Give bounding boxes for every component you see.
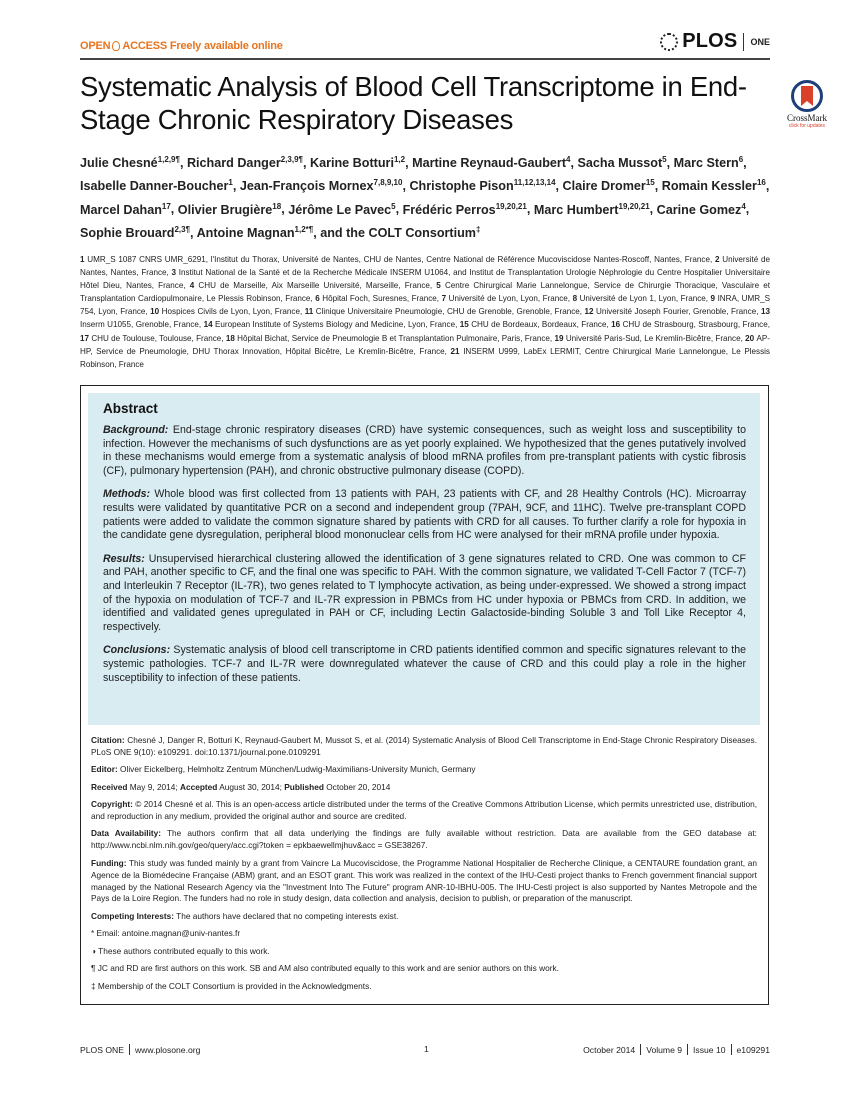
affiliation: 18 Hôpital Bichat, Service de Pneumologie B et Transplantation Pulmonaire, Paris, France, (225, 333, 555, 343)
affiliation: 19 Université Paris-Sud, Le Kremlin-Bicêtre, France, (554, 333, 746, 343)
affiliation: 3 Institut National de la Santé et de la Recherche Médicale INSERM U1064, and Institut de Transplantation Urologie Néphrologie du Centre Hospitalier Universitaire Hôtel Dieu, Nantes, France, (80, 268, 770, 291)
affiliation: 9 INRA, UMR_S 754, Lyon, France, (80, 294, 770, 317)
logo-divider (743, 33, 744, 51)
author-affiliation-marks: 19,20,21 (495, 201, 527, 211)
author-affiliation-marks: 15 (645, 178, 655, 188)
author: Olivier Brugière$^{18}$ (177, 201, 282, 217)
author: Frédéric Perros$^{19,20,21}$ (402, 201, 527, 217)
author-affiliation-marks: 2,3,9¶ (280, 155, 303, 164)
author-affiliation-marks: 16 (756, 178, 766, 188)
abstract-frame (80, 385, 769, 1005)
author: Marc Stern$^6$ (673, 155, 744, 171)
author: Jean-François Mornex$^{7,8,9,10}$ (239, 178, 403, 194)
affiliation: 16 CHU de Strasbourg, Strasbourg, France, (611, 320, 770, 330)
open-lock-icon (112, 41, 120, 51)
crossmark-icon (791, 80, 823, 112)
affiliation: 14 European Institute of Systems Biology and Medicine, Lyon, France, (203, 320, 460, 330)
author: Sacha Mussot$^5$ (577, 155, 667, 171)
dates: Received May 9, 2014; Accepted August 30, 2014; Published October 20, 2014 (91, 781, 391, 792)
author-affiliation-marks: 11,12,13,14 (513, 178, 556, 188)
abstract-methods: Methods: Whole blood was first collected from 13 patients with PAH, 23 patients with CF, and 28 Healthy Controls (HC). Microarray results were validated by quantitative PCR on a second and independent group (7PAH, 9CF, and 11HC). Twelve pre-transplant COPD patients were added to validate the common signature shared by patients with CRD for all causes. To further clarify a role for hypoxia in the candidate gene dysregulation, peripheral blood mononuclear cells from HC were analysed for their mRNA profile under hypoxia. (103, 488, 746, 542)
article-metadata (91, 735, 757, 998)
author: Sophie Brouard$^{2,3\P}$ (80, 224, 191, 240)
data-availability: Data Availability: The authors confirm that all data underlying the findings are fully available without restriction. Data are available from the GEO database at: http://www.ncbi.nlm.nih.gov/geo/query/acc.cgi?token = epkbaewellmjhuv&acc = GSE38267. (91, 828, 757, 851)
author-affiliation-marks: 7,8,9,10 (373, 178, 403, 188)
author: Romain Kessler$^{16}$ (661, 178, 766, 194)
affiliation: 5 Centre Chirurgical Marie Lannelongue, Service de Chirurgie Thoracique, Vasculaire et Transplantation Cardiopulmonaire, Le Plessis Robinson, France, (80, 281, 770, 304)
competing-interests: Competing Interests: The authors have declared that no competing interests exist. (91, 910, 399, 921)
editor: Editor: Oliver Eickelberg, Helmholtz Zentrum München/Ludwig-Maximilians-University Munich, Germany (91, 764, 476, 775)
author: Antoine Magnan$^{1,2*\P}$ (196, 224, 314, 240)
abstract-conclusions: Conclusions: Systematic analysis of blood cell transcriptome in CRD patients identified common and specific signatures relevant to the systemic pathologies. TCF-7 and IL-7R were downregulated whatever the cause of CRD and this could play a role in the higher susceptibility to infection of these patients. (103, 644, 746, 684)
author-affiliation-marks: 1,2,9¶ (157, 155, 180, 164)
affiliation: 15 CHU de Bordeaux, Bordeaux, France, (459, 320, 612, 330)
journal-header (80, 30, 770, 60)
crossmark-badge[interactable]: CrossMark click for updates (782, 80, 832, 129)
author-affiliation-marks: 5 (391, 201, 396, 211)
plos-sun-icon (660, 33, 678, 51)
open-access-banner: OPEN ACCESS Freely available online (80, 40, 283, 52)
affiliation: 4 CHU de Marseille, Aix Marseille Université, Marseille, France, (189, 281, 437, 291)
author-affiliation-marks: 5 (662, 155, 667, 164)
first-authors-note: ¶ JC and RD are first authors on this work. SB and AM also contributed equally to this work and are senior authors on this work. (91, 963, 559, 974)
author-affiliation-marks: ‡ (476, 224, 481, 234)
article-title: Systematic Analysis of Blood Cell Transcriptome in End-Stage Chronic Respiratory Diseases (80, 71, 747, 135)
affiliation: 7 Université de Lyon, Lyon, France, (441, 294, 573, 304)
author: Jérôme Le Pavec$^5$ (288, 201, 396, 217)
affiliation: 1 UMR_S 1087 CNRS UMR_6291, l'Institut du Thorax, Université de Nantes, CHU de Nantes, Centre National de Référence Mucoviscidose Nantes-Roscoff, Nantes, France, (80, 255, 715, 264)
copyright: Copyright: © 2014 Chesné et al. This is an open-access article distributed under the terms of the Creative Commons Attribution License, which permits unrestricted use, distribution, and reproduction in any medium, provided the original author and source are credited. (91, 799, 757, 822)
author-affiliation-marks: 6 (738, 155, 744, 164)
affiliation: 20 AP-HP, Service de Pneumologie, DHU Thorax Innovation, Hôpital Bicêtre, Le Kremlin-Bicêtre, France, (80, 333, 770, 356)
abstract-results: Results: Unsupervised hierarchical clustering allowed the identification of 3 gene signatures related to CRD. One was common to CF and PAH, another specific to CF, and the final one was specific to PAH. With the common signature, we validated T-Cell Factor 7 (TCF-7) and Interleukin 7 Receptor (IL-7R), two genes related to T lymphocyte activation, as being under-expressed. We showed a strong impact of the hypoxia on modulation of TCF-7 and IL-7R expression in PBMCs from HC under hypoxia or PBMCs from CRD. In addition, we identified and validated genes upregulated in PAH or CF, including Lectin Galactoside-binding Soluble 3 and Toll Like Receptor 4, respectively. (103, 552, 746, 633)
author-affiliation-marks: 1,2 (393, 155, 406, 164)
author: Christophe Pison$^{11,12,13,14}$ (409, 178, 556, 194)
abstract-background: Background: End-stage chronic respiratory diseases (CRD) have systemic consequences, such as weight loss and susceptibility to infection. However the mechanisms of such dysfunctions are as yet poorly explained. We hypothesized that the genes putatively involved in these mechanisms would emerge from a systematic analysis of blood mRNA profiles from pre-transplant patients with cystic fibrosis (CF), pulmonary hypertension (PAH), and chronic obstructive pulmonary disease (COPD). (103, 424, 746, 477)
author-affiliation-marks: 18 (272, 201, 282, 211)
funding: Funding: This study was funded mainly by a grant from Vaincre La Mucoviscidose, the Programme National Hospitalier de Recherche Clinique, a CENTAURE foundation grant, an Agence de la Biomédecine Française (ABM) grant, and an ESOT grant. This work was realized in the context of the IHU-Cesti project thanks to French government financial support managed by the National Research Agency via the "Investment Into The Future" program ANR-10-IBHU-005. The IHU-Cesti project is also supported by Nantes Metropole and the Pays de la Loire Region. The funders had no role in study design, data collection and analysis, decision to publish, or preparation of the manuscript. (91, 857, 757, 904)
affiliation: 10 Hospices Civils de Lyon, Lyon, France, (150, 307, 305, 317)
freely-available-label: Freely available online (169, 40, 283, 52)
footer-article-id: e109291 (736, 1045, 770, 1055)
footer-date: October 2014 (583, 1045, 636, 1055)
citation: Citation: Chesné J, Danger R, Botturi K, Reynaud-Gaubert M, Mussot S, et al. (2014) Systematic Analysis of Blood Cell Transcriptome in End-Stage Chronic Respiratory Diseases. PLoS ONE 9(10): e109291. doi:10.1371/journal.pone.0109291 (91, 735, 757, 757)
affiliation: 6 Hôpital Foch, Suresnes, France, (315, 294, 442, 304)
affiliation: 21 INSERM U999, LabEx LERMIT, Centre Chirurgical Marie Lannelongue, Le Plessis Robinson, France (80, 346, 770, 369)
author-affiliation-marks: 1 (228, 178, 233, 188)
author-affiliation-marks: 17 (161, 201, 171, 211)
corresponding-email[interactable]: * Email: antoine.magnan@univ-nantes.fr (91, 928, 241, 939)
affiliation: 17 CHU de Toulouse, Toulouse, France, (80, 333, 226, 343)
affiliation: 8 Université de Lyon 1, Lyon, France, (572, 294, 711, 304)
author-affiliation-marks: 4 (741, 201, 746, 211)
affiliation: 13 Inserm U1055, Grenoble, France, (80, 307, 770, 330)
author-affiliation-marks: 1,2*¶ (294, 224, 314, 234)
author: Julie Chesné$^{1,2,9\P}$ (80, 155, 180, 171)
author: Claire Dromer$^{15}$ (562, 178, 655, 194)
footer-website-link[interactable]: www.plosone.org (134, 1045, 201, 1055)
author: Isabelle Danner-Boucher$^1$ (80, 178, 233, 194)
plos-one-logo: PLOS ONE (660, 30, 770, 53)
footer-volume: Volume 9 (646, 1045, 683, 1055)
affiliation: 12 Université Joseph Fourier, Grenoble, France, (584, 307, 761, 317)
page-number: 1 (424, 1044, 429, 1054)
abstract-panel (88, 393, 760, 725)
abstract-heading: Abstract (103, 401, 158, 416)
author-affiliation-marks: 4 (566, 155, 571, 164)
author: and the COLT Consortium‡ (320, 224, 481, 240)
author: Karine Botturi$^{1,2}$ (309, 155, 406, 171)
author-affiliation-marks: 2,3¶ (174, 224, 191, 234)
affiliation: 2 Université de Nantes, Nantes, France, (80, 255, 770, 278)
author: Richard Danger$^{2,3,9\P}$ (186, 155, 303, 171)
author: Marc Humbert$^{19,20,21}$ (533, 201, 650, 217)
author-affiliation-marks: 19,20,21 (618, 201, 650, 211)
affiliations (80, 253, 770, 371)
consortium-note: ‡ Membership of the COLT Consortium is provided in the Acknowledgments. (91, 980, 372, 991)
author-list: Julie Chesné$^{1,2,9\P}$, Richard Danger$^{2,3,9\P}$, Karine Botturi$^{1,2}$, Martine Reynaud-Gaubert$^4$, Sacha Mussot$^5$, Marc Stern$^6$, Isabelle Danner-Boucher$^1$, Jean-François Mornex$^{7,8,9,10}$, Christophe Pison$^{11,12,13,14}$, Claire Dromer$^{15}$, Romain Kessler$^{16}$, Marcel Dahan$^{17}$, Olivier Brugière$^{18}$, Jérôme Le Pavec$^5$, Frédéric Perros$^{19,20,21}$, Marc Humbert$^{19,20,21}$, Carine Gomez$^4$, Sophie Brouard$^{2,3\P}$, Antoine Magnan$^{1,2*\P}$, and the COLT Consortium‡ (80, 155, 770, 240)
equal-contribution-note: ◑ These authors contributed equally to this work. (91, 945, 270, 956)
footer-issue: Issue 10 (693, 1045, 726, 1055)
author: Marcel Dahan$^{17}$ (80, 201, 171, 217)
affiliation: 11 Clinique Universitaire Pneumologie, CHU de Grenoble, Grenoble, France, (304, 307, 585, 317)
footer-journal: PLOS ONE (80, 1045, 124, 1055)
author: Martine Reynaud-Gaubert$^4$ (412, 155, 571, 171)
author: Carine Gomez$^4$ (656, 201, 746, 217)
